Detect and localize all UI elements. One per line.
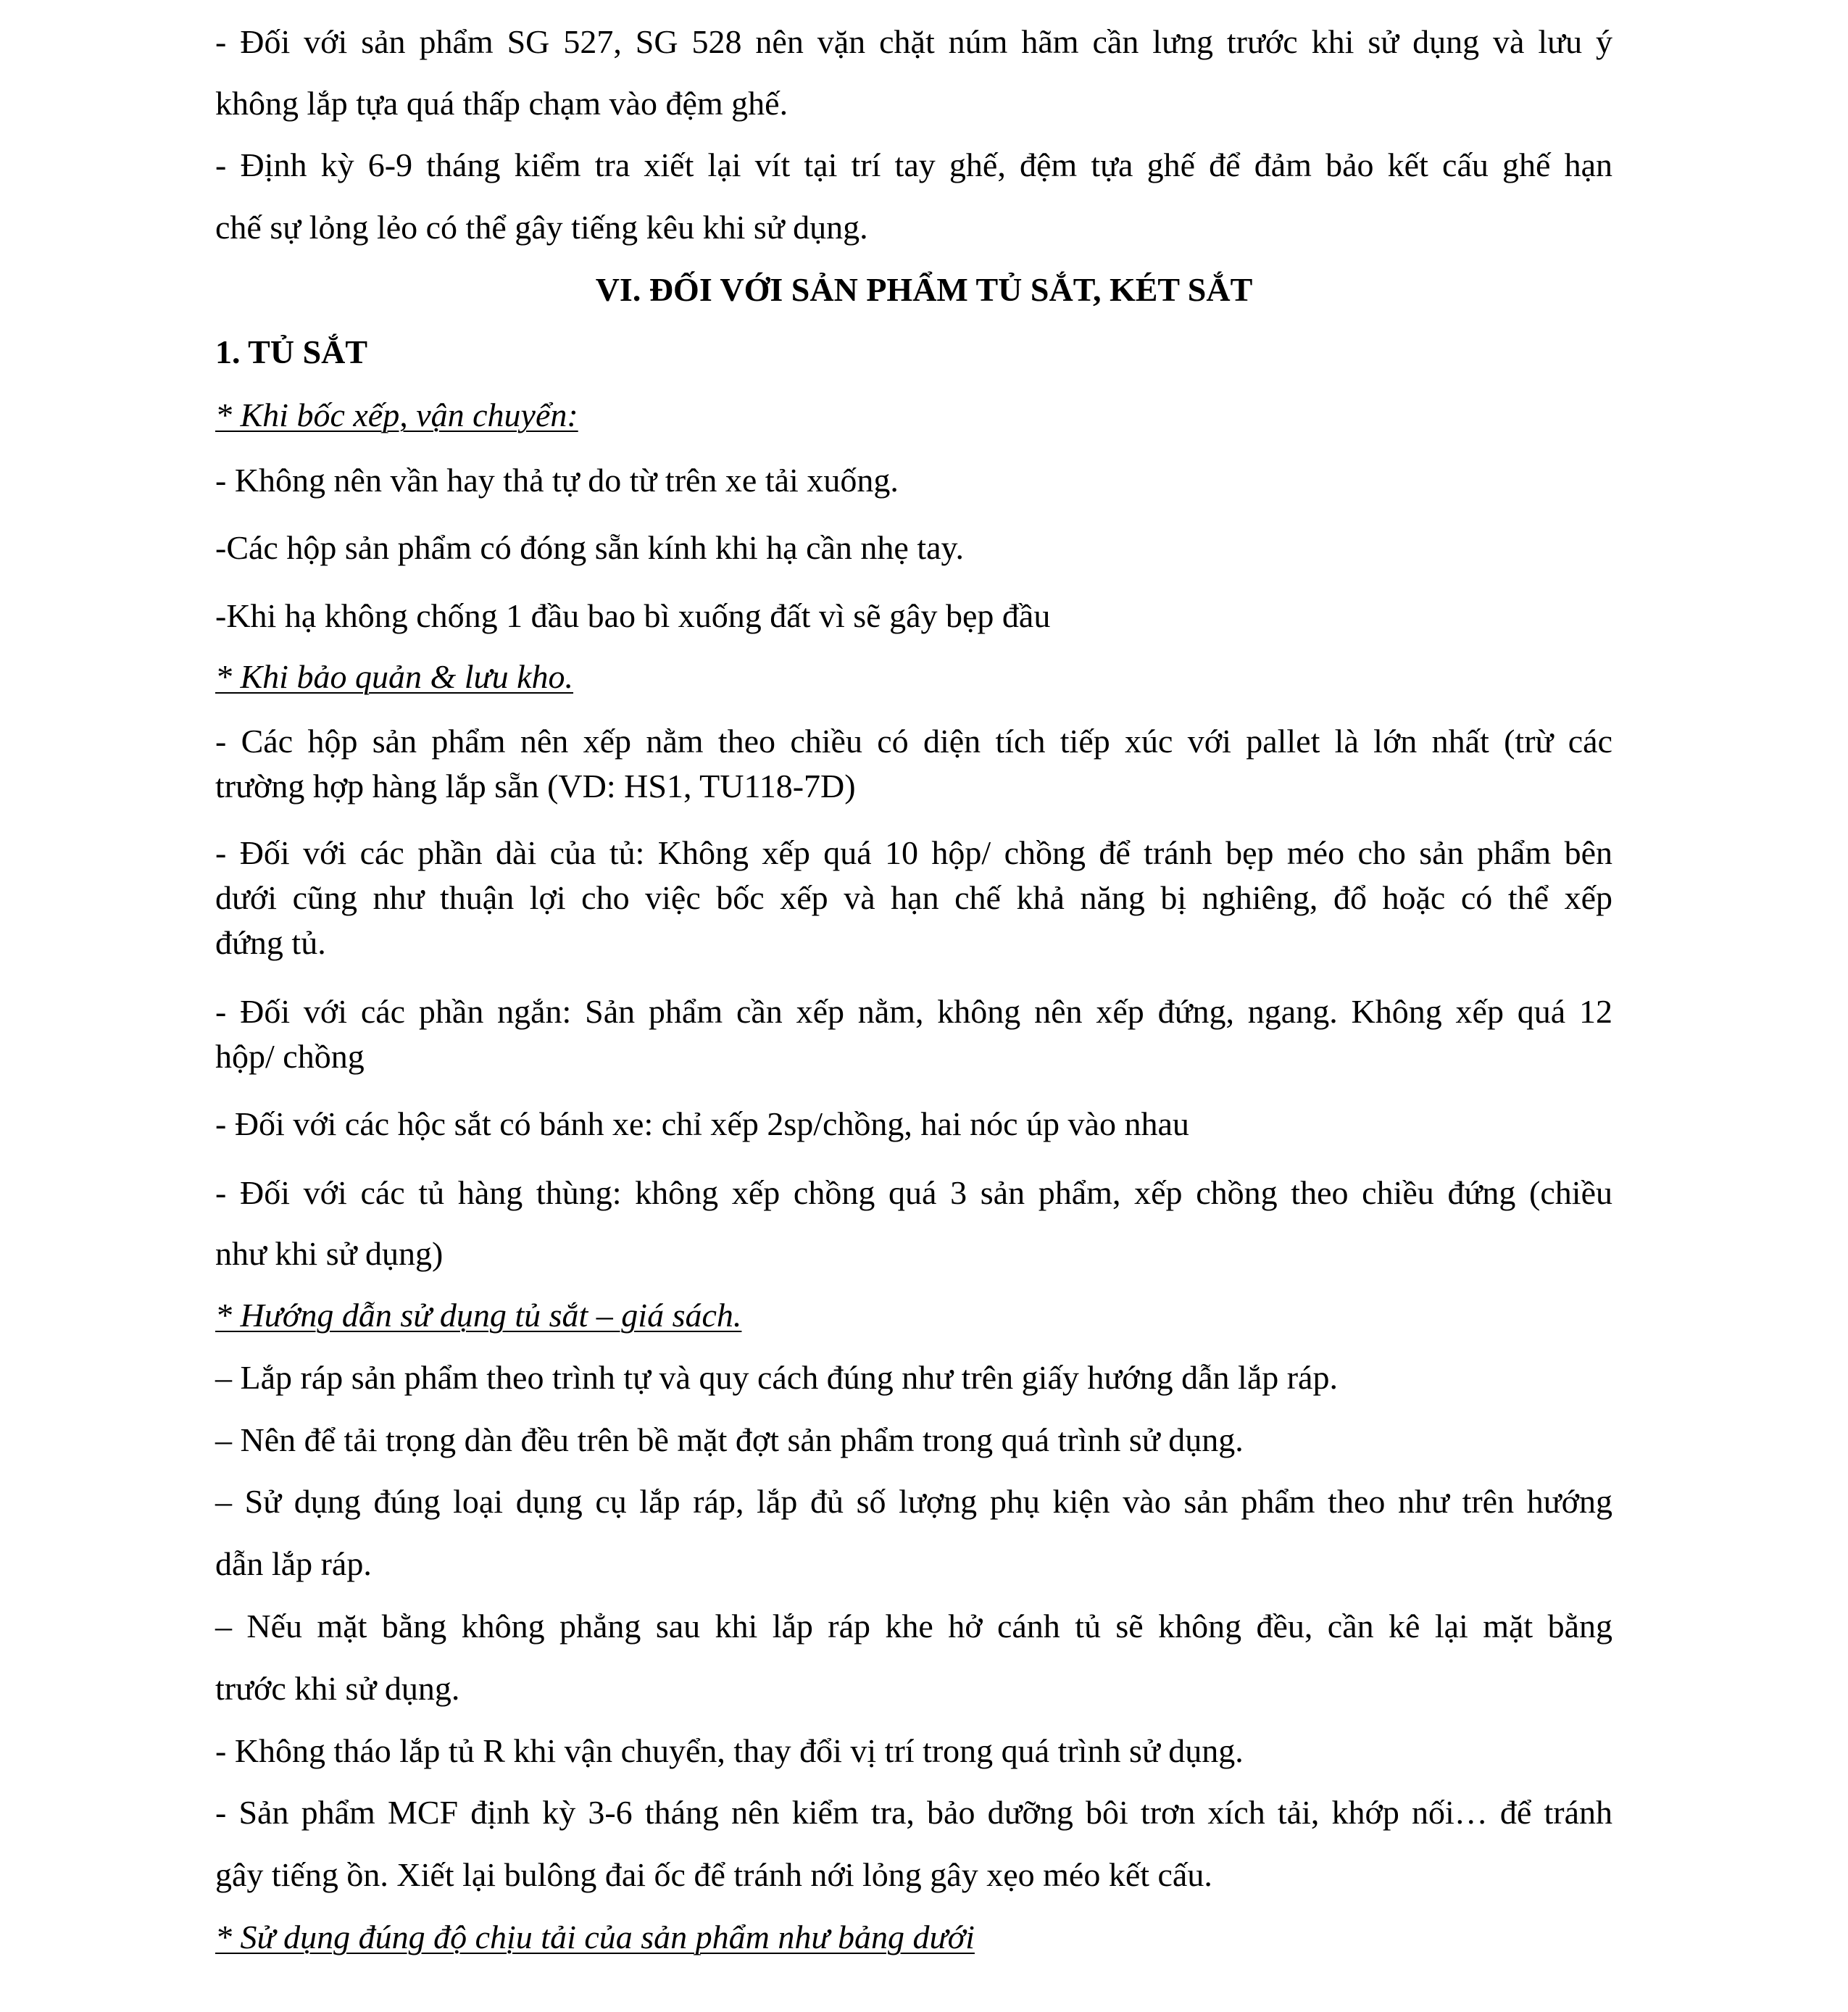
paragraph-line: -Khi hạ không chống 1 đầu bao bì xuống đất vì sẽ gây bẹp đầu: [215, 597, 1051, 634]
subsection-heading: 1. TỦ SẮT: [215, 333, 368, 370]
italic-subheading: * Khi bốc xếp, vận chuyển:: [215, 396, 578, 433]
paragraph-line: - Không nên vần hay thả tự do từ trên xe tải xuống.: [215, 462, 899, 499]
paragraph-line: - Các hộp sản phẩm nên xếp nằm theo chiều có diện tích tiếp xúc với pallet là lớn nhất (trừ các: [215, 723, 1612, 760]
paragraph-line: như khi sử dụng): [215, 1235, 444, 1272]
paragraph-line: – Sử dụng đúng loại dụng cụ lắp ráp, lắp đủ số lượng phụ kiện vào sản phẩm theo như trên hướng: [215, 1483, 1612, 1520]
paragraph-line: - Không tháo lắp tủ R khi vận chuyển, thay đổi vị trí trong quá trình sử dụng.: [215, 1732, 1244, 1769]
paragraph-line: dưới cũng như thuận lợi cho việc bốc xếp và hạn chế khả năng bị nghiêng, đổ hoặc có thể xếp: [215, 879, 1612, 916]
paragraph-line: – Lắp ráp sản phẩm theo trình tự và quy cách đúng như trên giấy hướng dẫn lắp ráp.: [215, 1359, 1338, 1396]
italic-subheading: * Hướng dẫn sử dụng tủ sắt – giá sách.: [215, 1297, 742, 1334]
section-heading: VI. ĐỐI VỚI SẢN PHẨM TỦ SẮT, KÉT SẮT: [595, 271, 1253, 308]
paragraph-line: trường hợp hàng lắp sẵn (VD: HS1, TU118-7D): [215, 768, 856, 805]
paragraph-line: - Đối với các hộc sắt có bánh xe: chỉ xếp 2sp/chồng, hai nóc úp vào nhau: [215, 1105, 1189, 1142]
paragraph-line: - Định kỳ 6-9 tháng kiểm tra xiết lại vít tại trí tay ghế, đệm tựa ghế để đảm bảo kết cấu ghế hạn: [215, 146, 1612, 183]
paragraph-line: - Đối với sản phẩm SG 527, SG 528 nên vặn chặt núm hãm cần lưng trước khi sử dụng và lưu ý: [215, 23, 1612, 60]
paragraph-line: chế sự lỏng lẻo có thể gây tiếng kêu khi sử dụng.: [215, 209, 868, 246]
paragraph-line: hộp/ chồng: [215, 1038, 365, 1075]
italic-subheading: * Sử dụng đúng độ chịu tải của sản phẩm như bảng dưới: [215, 1919, 975, 1955]
paragraph-line: trước khi sử dụng.: [215, 1670, 460, 1707]
paragraph-line: – Nên để tải trọng dàn đều trên bề mặt đợt sản phẩm trong quá trình sử dụng.: [215, 1421, 1244, 1458]
paragraph-line: - Đối với các phần ngắn: Sản phẩm cần xếp nằm, không nên xếp đứng, ngang. Không xếp quá 12: [215, 993, 1612, 1030]
paragraph-line: - Đối với các phần dài của tủ: Không xếp quá 10 hộp/ chồng để tránh bẹp méo cho sản phẩm bên: [215, 834, 1612, 871]
paragraph-line: không lắp tựa quá thấp chạm vào đệm ghế.: [215, 85, 788, 122]
italic-subheading: * Khi bảo quản & lưu kho.: [215, 658, 574, 695]
paragraph-line: – Nếu mặt bằng không phẳng sau khi lắp ráp khe hở cánh tủ sẽ không đều, cần kê lại mặt bằng: [215, 1608, 1612, 1645]
paragraph-line: -Các hộp sản phẩm có đóng sẵn kính khi hạ cần nhẹ tay.: [215, 529, 965, 566]
paragraph-line: - Sản phẩm MCF định kỳ 3-6 tháng nên kiểm tra, bảo dưỡng bôi trơn xích tải, khớp nối… để tránh: [215, 1794, 1612, 1831]
paragraph-line: gây tiếng ồn. Xiết lại bulông đai ốc để tránh nới lỏng gây xẹo méo kết cấu.: [215, 1856, 1212, 1893]
paragraph-line: đứng tủ.: [215, 924, 326, 961]
paragraph-line: - Đối với các tủ hàng thùng: không xếp chồng quá 3 sản phẩm, xếp chồng theo chiều đứng (chiều: [215, 1174, 1612, 1211]
paragraph-line: dẫn lắp ráp.: [215, 1545, 372, 1582]
